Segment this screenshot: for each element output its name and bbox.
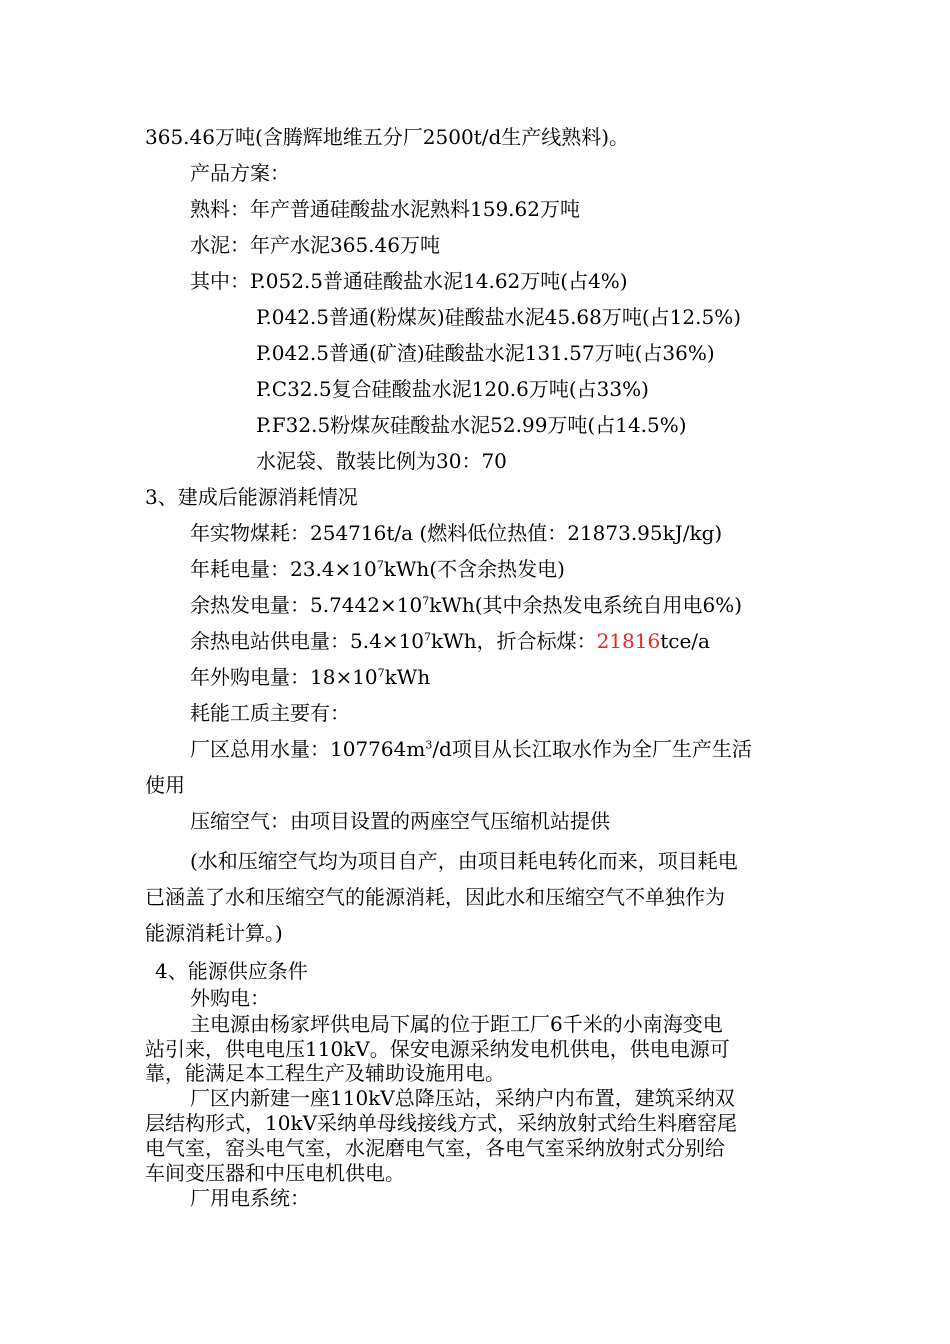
subheading: 外购电： bbox=[190, 986, 270, 1010]
subheading: 厂用电系统： bbox=[190, 1186, 310, 1210]
text-line: P.F32.5粉煤灰硅酸盐水泥52.99万吨(占14.5%) bbox=[256, 413, 687, 437]
text-line: 水泥袋、散装比例为30：70 bbox=[256, 449, 507, 473]
text-line: 365.46万吨(含腾辉地维五分厂2500t/d生产线熟料)。 bbox=[145, 125, 630, 149]
text-line: 使用 bbox=[145, 773, 185, 797]
text-line: 余热电站供电量：$5.4\times 10^7kWh$，折合标煤：21816tce/a bbox=[190, 629, 710, 653]
section-heading: 3、建成后能源消耗情况 bbox=[145, 485, 358, 509]
text-line: P.042.5普通(粉煤灰)硅酸盐水泥45.68万吨(占12.5%) bbox=[256, 305, 742, 329]
heading-product-plan: 产品方案： bbox=[190, 161, 290, 185]
text-line: 余热发电量：$5.7442\times 10^7kWh$(其中余热发电系统自用电6%) bbox=[190, 593, 743, 617]
text-line: 熟料：年产普通硅酸盐水泥熟料159.62万吨 bbox=[190, 197, 580, 221]
text-line: 站引来，供电电压110kV。保安电源采纳发电机供电，供电电源可 bbox=[145, 1037, 730, 1061]
text-line: P.C32.5复合硅酸盐水泥120.6万吨(占33%) bbox=[256, 377, 649, 401]
text-line: 能源消耗计算。) bbox=[145, 921, 283, 945]
text-line: 年耗电量：$23.4\times 10^7kWh$(不含余热发电) bbox=[190, 557, 565, 581]
text-line: 其中：P.052.5普通硅酸盐水泥14.62万吨(占4%) bbox=[190, 269, 628, 293]
text-line: 电气室，窑头电气室，水泥磨电气室，各电气室采纳放射式分别给 bbox=[145, 1136, 725, 1160]
text-line: 主电源由杨家坪供电局下属的位于距工厂6千米的小南海变电 bbox=[190, 1012, 723, 1036]
text-line: P.042.5普通(矿渣)硅酸盐水泥131.57万吨(占36%) bbox=[256, 341, 715, 365]
text-line: 靠，能满足本工程生产及辅助设施用电。 bbox=[145, 1061, 505, 1085]
text-line: 压缩空气：由项目设置的两座空气压缩机站提供 bbox=[190, 809, 610, 833]
text-line: 厂区内新建一座110kV总降压站，采纳户内布置，建筑采纳双 bbox=[190, 1086, 735, 1110]
text-line: 年实物煤耗：254716t/a (燃料低位热值：21873.95kJ/kg) bbox=[190, 521, 723, 545]
text-line: 层结构形式，10kV采纳单母线接线方式，采纳放射式给生料磨窑尾 bbox=[145, 1111, 738, 1135]
text-line: 车间变压器和中压电机供电。 bbox=[145, 1161, 405, 1185]
text-line: 耗能工质主要有： bbox=[190, 701, 350, 725]
text-line: 年外购电量：$18\times 10^7kWh$ bbox=[190, 665, 431, 689]
highlighted-value: 21816 bbox=[596, 629, 661, 653]
section-heading: 4、能源供应条件 bbox=[155, 959, 308, 983]
text-line: 厂区总用水量：$107764m^3/d$项目从长江取水作为全厂生产生活 bbox=[190, 737, 752, 761]
text-line: 水泥：年产水泥365.46万吨 bbox=[190, 233, 440, 257]
text-line: 已涵盖了水和压缩空气的能源消耗，因此水和压缩空气不单独作为 bbox=[145, 885, 725, 909]
text-line: (水和压缩空气均为项目自产，由项目耗电转化而来，项目耗电 bbox=[190, 849, 738, 873]
